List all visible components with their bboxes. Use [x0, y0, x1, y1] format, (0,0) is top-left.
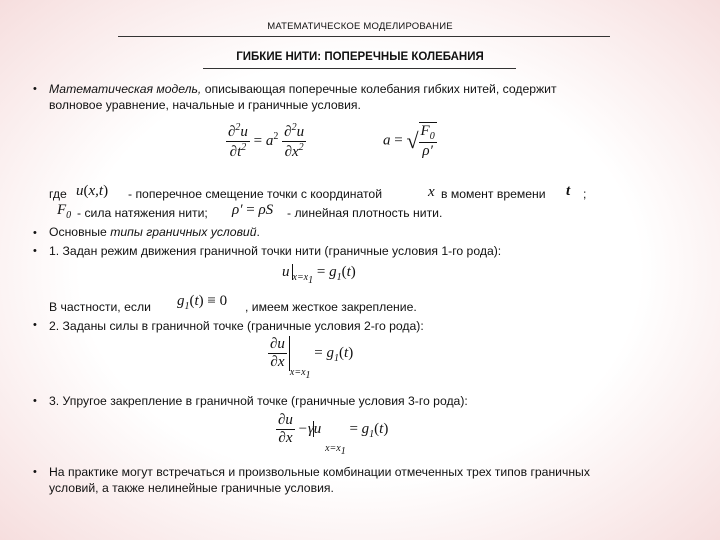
x-var: x	[428, 184, 435, 200]
bullet: •	[33, 319, 37, 331]
intro-line-1	[49, 81, 557, 97]
where-semicolon: ;	[583, 187, 587, 201]
types-prefix: Основные	[49, 225, 111, 239]
types-line	[49, 224, 260, 240]
rho-symbol: ρ′ = ρS	[232, 202, 274, 218]
particular-prefix: В частности, если	[49, 300, 151, 314]
wave-equation: $\frac{\partial^2u}{\partial t^2}$ = $a^2$ $\frac{\partial^2u}{\partial x^2}$	[228, 122, 305, 160]
wave-speed-formula: a = √ $\frac{F_0}{\rho'}$	[383, 123, 435, 159]
header-divider	[118, 36, 610, 37]
where-desc-2: - сила натяжения нити;	[77, 206, 208, 220]
where-gde: где	[49, 187, 67, 201]
bullet: •	[33, 227, 37, 239]
particular-suffix: , имеем жесткое закрепление.	[245, 300, 417, 314]
page-title: ГИБКИЕ НИТИ: ПОПЕРЕЧНЫЕ КОЛЕБАНИЯ	[236, 51, 484, 63]
intro-italic: Математическая модель,	[49, 82, 202, 96]
where-in-moment: в момент времени	[441, 187, 546, 201]
t-var: t	[566, 183, 571, 199]
bullet: •	[33, 245, 37, 257]
g-zero-formula: $g_1(t) \equiv 0$	[177, 293, 228, 312]
title-underline	[203, 68, 516, 69]
where-desc-1: - поперечное смещение точки с координатой	[128, 187, 383, 201]
bc3-formula: $\frac{\partial u}{\partial x}$ − γu $_{x=x_1} = g_1(t)$	[278, 412, 389, 457]
bc1-formula: u $_{x=x_1} = g_1(t)$	[282, 264, 356, 286]
where-desc-3: - линейная плотность нити.	[287, 206, 443, 220]
cond3-text: 3. Упругое закрепление в граничной точке (граничные условия 3-го рода):	[49, 394, 468, 408]
cond2-text: 2. Заданы силы в граничной точке (граничные условия 2-го рода):	[49, 319, 424, 333]
practice-line-1: На практике могут встречаться и произвольные комбинации отмеченных трех типов граничных	[49, 465, 590, 479]
bullet: •	[33, 466, 37, 478]
intro-line-2: волновое уравнение, начальные и граничные условия.	[49, 98, 361, 112]
u-xt-symbol: u(x,t)	[76, 183, 109, 199]
cond1-text: 1. Задан режим движения граничной точки нити (граничные условия 1-го рода):	[49, 244, 502, 258]
section-header: МАТЕМАТИЧЕСКОЕ МОДЕЛИРОВАНИЕ	[267, 21, 453, 32]
bullet: •	[33, 395, 37, 407]
types-italic: типы граничных условий	[110, 225, 257, 239]
intro-rest: описывающая поперечные колебания гибких нитей, содержит	[201, 82, 557, 96]
practice-line-2: условий, а также нелинейные граничные условия.	[49, 481, 334, 495]
F0-symbol: $F_0$	[57, 202, 72, 221]
bullet: •	[33, 83, 37, 95]
types-suffix: .	[256, 225, 260, 239]
bc2-formula: $\frac{\partial u}{\partial x}$ $_{x=x_1} = g_1(t)$	[270, 336, 354, 381]
